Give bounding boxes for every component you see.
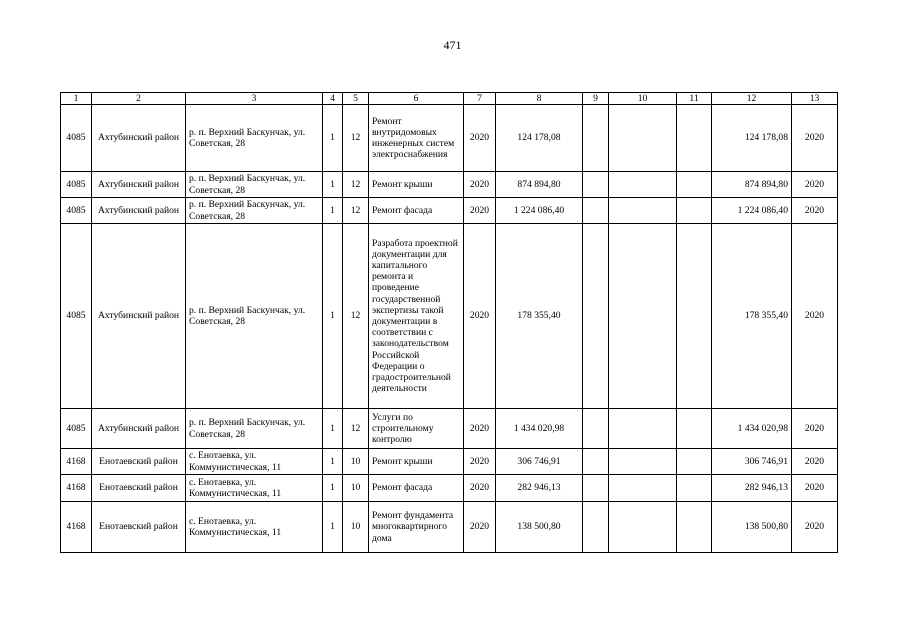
col10-cell — [609, 502, 677, 553]
table-row — [61, 409, 838, 449]
floors-cell: 12 — [343, 409, 369, 449]
work-type-cell: Ремонт фасада — [369, 198, 464, 224]
column-number: 8 — [496, 93, 583, 105]
col10-cell — [609, 224, 677, 409]
cost-cell: 178 355,40 — [496, 224, 583, 409]
year-cell: 2020 — [464, 475, 496, 502]
district-cell: Ахтубинский район — [92, 409, 186, 449]
count-cell: 1 — [323, 475, 343, 502]
work-type-cell: Ремонт крыши — [369, 172, 464, 198]
floors-cell: 12 — [343, 224, 369, 409]
completion-year-cell: 2020 — [792, 475, 838, 502]
district-cell: Енотаевский район — [92, 449, 186, 475]
cost-cell: 124 178,08 — [496, 105, 583, 172]
column-number: 2 — [92, 93, 186, 105]
district-cell: Ахтубинский район — [92, 172, 186, 198]
district-cell: Ахтубинский район — [92, 198, 186, 224]
col9-cell — [583, 449, 609, 475]
column-number: 1 — [61, 93, 92, 105]
completion-year-cell: 2020 — [792, 105, 838, 172]
count-cell: 1 — [323, 409, 343, 449]
col10-cell — [609, 475, 677, 502]
col9-cell — [583, 172, 609, 198]
work-type-cell: Ремонт фасада — [369, 475, 464, 502]
table-row — [61, 105, 838, 172]
column-number: 12 — [712, 93, 792, 105]
column-number: 9 — [583, 93, 609, 105]
total-cost-cell: 124 178,08 — [712, 105, 792, 172]
total-cost-cell: 1 224 086,40 — [712, 198, 792, 224]
table-row — [61, 449, 838, 475]
column-number: 10 — [609, 93, 677, 105]
object-id-cell: 4085 — [61, 172, 92, 198]
district-cell: Енотаевский район — [92, 502, 186, 553]
floors-cell: 10 — [343, 449, 369, 475]
district-cell: Ахтубинский район — [92, 224, 186, 409]
total-cost-cell: 1 434 020,98 — [712, 409, 792, 449]
page-number: 471 — [443, 38, 462, 52]
work-type-cell: Ремонт внутридомовых инженерных систем электроснабжения — [369, 105, 464, 172]
completion-year-cell: 2020 — [792, 172, 838, 198]
total-cost-cell: 282 946,13 — [712, 475, 792, 502]
col9-cell — [583, 409, 609, 449]
cost-cell: 282 946,13 — [496, 475, 583, 502]
repair-registry-table — [60, 92, 838, 553]
completion-year-cell: 2020 — [792, 409, 838, 449]
floors-cell: 10 — [343, 475, 369, 502]
cost-cell: 1 224 086,40 — [496, 198, 583, 224]
col10-cell — [609, 449, 677, 475]
cost-cell: 138 500,80 — [496, 502, 583, 553]
year-cell: 2020 — [464, 172, 496, 198]
cost-cell: 874 894,80 — [496, 172, 583, 198]
floors-cell: 12 — [343, 172, 369, 198]
address-cell: с. Енотаевка, ул. Коммунистическая, 11 — [186, 475, 323, 502]
object-id-cell: 4168 — [61, 449, 92, 475]
col11-cell — [677, 409, 712, 449]
table-row — [61, 224, 838, 409]
total-cost-cell: 306 746,91 — [712, 449, 792, 475]
work-type-cell: Услуги по строительному контролю — [369, 409, 464, 449]
work-type-cell: Ремонт фундамента многоквартирного дома — [369, 502, 464, 553]
floors-cell: 10 — [343, 502, 369, 553]
cost-cell: 1 434 020,98 — [496, 409, 583, 449]
table-row — [61, 502, 838, 553]
object-id-cell: 4085 — [61, 105, 92, 172]
column-number: 4 — [323, 93, 343, 105]
address-cell: р. п. Верхний Баскунчак, ул. Советская, 28 — [186, 105, 323, 172]
year-cell: 2020 — [464, 105, 496, 172]
completion-year-cell: 2020 — [792, 224, 838, 409]
floors-cell: 12 — [343, 105, 369, 172]
col9-cell — [583, 105, 609, 172]
floors-cell: 12 — [343, 198, 369, 224]
col10-cell — [609, 105, 677, 172]
col11-cell — [677, 224, 712, 409]
table-row — [61, 198, 838, 224]
col10-cell — [609, 198, 677, 224]
col10-cell — [609, 172, 677, 198]
object-id-cell: 4085 — [61, 224, 92, 409]
work-type-cell: Разработа проектной документации для капитального ремонта и проведение государственной экспертизы такой документации в соответствии с законодательством Российской Федерации о градостроительной деятельности — [369, 224, 464, 409]
table-row — [61, 172, 838, 198]
column-number: 5 — [343, 93, 369, 105]
address-cell: с. Енотаевка, ул. Коммунистическая, 11 — [186, 449, 323, 475]
year-cell: 2020 — [464, 409, 496, 449]
col9-cell — [583, 475, 609, 502]
address-cell: р. п. Верхний Баскунчак, ул. Советская, 28 — [186, 172, 323, 198]
col11-cell — [677, 105, 712, 172]
object-id-cell: 4085 — [61, 409, 92, 449]
object-id-cell: 4168 — [61, 475, 92, 502]
table-row — [61, 475, 838, 502]
column-number-row — [61, 93, 838, 105]
total-cost-cell: 178 355,40 — [712, 224, 792, 409]
address-cell: р. п. Верхний Баскунчак, ул. Советская, 28 — [186, 198, 323, 224]
completion-year-cell: 2020 — [792, 198, 838, 224]
year-cell: 2020 — [464, 449, 496, 475]
col9-cell — [583, 502, 609, 553]
total-cost-cell: 138 500,80 — [712, 502, 792, 553]
completion-year-cell: 2020 — [792, 502, 838, 553]
col10-cell — [609, 409, 677, 449]
total-cost-cell: 874 894,80 — [712, 172, 792, 198]
count-cell: 1 — [323, 105, 343, 172]
col11-cell — [677, 172, 712, 198]
address-cell: р. п. Верхний Баскунчак, ул. Советская, 28 — [186, 224, 323, 409]
address-cell: р. п. Верхний Баскунчак, ул. Советская, 28 — [186, 409, 323, 449]
cost-cell: 306 746,91 — [496, 449, 583, 475]
column-number: 11 — [677, 93, 712, 105]
year-cell: 2020 — [464, 198, 496, 224]
column-number: 7 — [464, 93, 496, 105]
col9-cell — [583, 224, 609, 409]
column-number: 13 — [792, 93, 838, 105]
count-cell: 1 — [323, 224, 343, 409]
completion-year-cell: 2020 — [792, 449, 838, 475]
count-cell: 1 — [323, 172, 343, 198]
column-number: 6 — [369, 93, 464, 105]
col11-cell — [677, 198, 712, 224]
col11-cell — [677, 475, 712, 502]
work-type-cell: Ремонт крыши — [369, 449, 464, 475]
count-cell: 1 — [323, 449, 343, 475]
object-id-cell: 4168 — [61, 502, 92, 553]
district-cell: Ахтубинский район — [92, 105, 186, 172]
col11-cell — [677, 502, 712, 553]
col11-cell — [677, 449, 712, 475]
count-cell: 1 — [323, 198, 343, 224]
district-cell: Енотаевский район — [92, 475, 186, 502]
column-number: 3 — [186, 93, 323, 105]
address-cell: с. Енотаевка, ул. Коммунистическая, 11 — [186, 502, 323, 553]
year-cell: 2020 — [464, 224, 496, 409]
year-cell: 2020 — [464, 502, 496, 553]
col9-cell — [583, 198, 609, 224]
object-id-cell: 4085 — [61, 198, 92, 224]
count-cell: 1 — [323, 502, 343, 553]
